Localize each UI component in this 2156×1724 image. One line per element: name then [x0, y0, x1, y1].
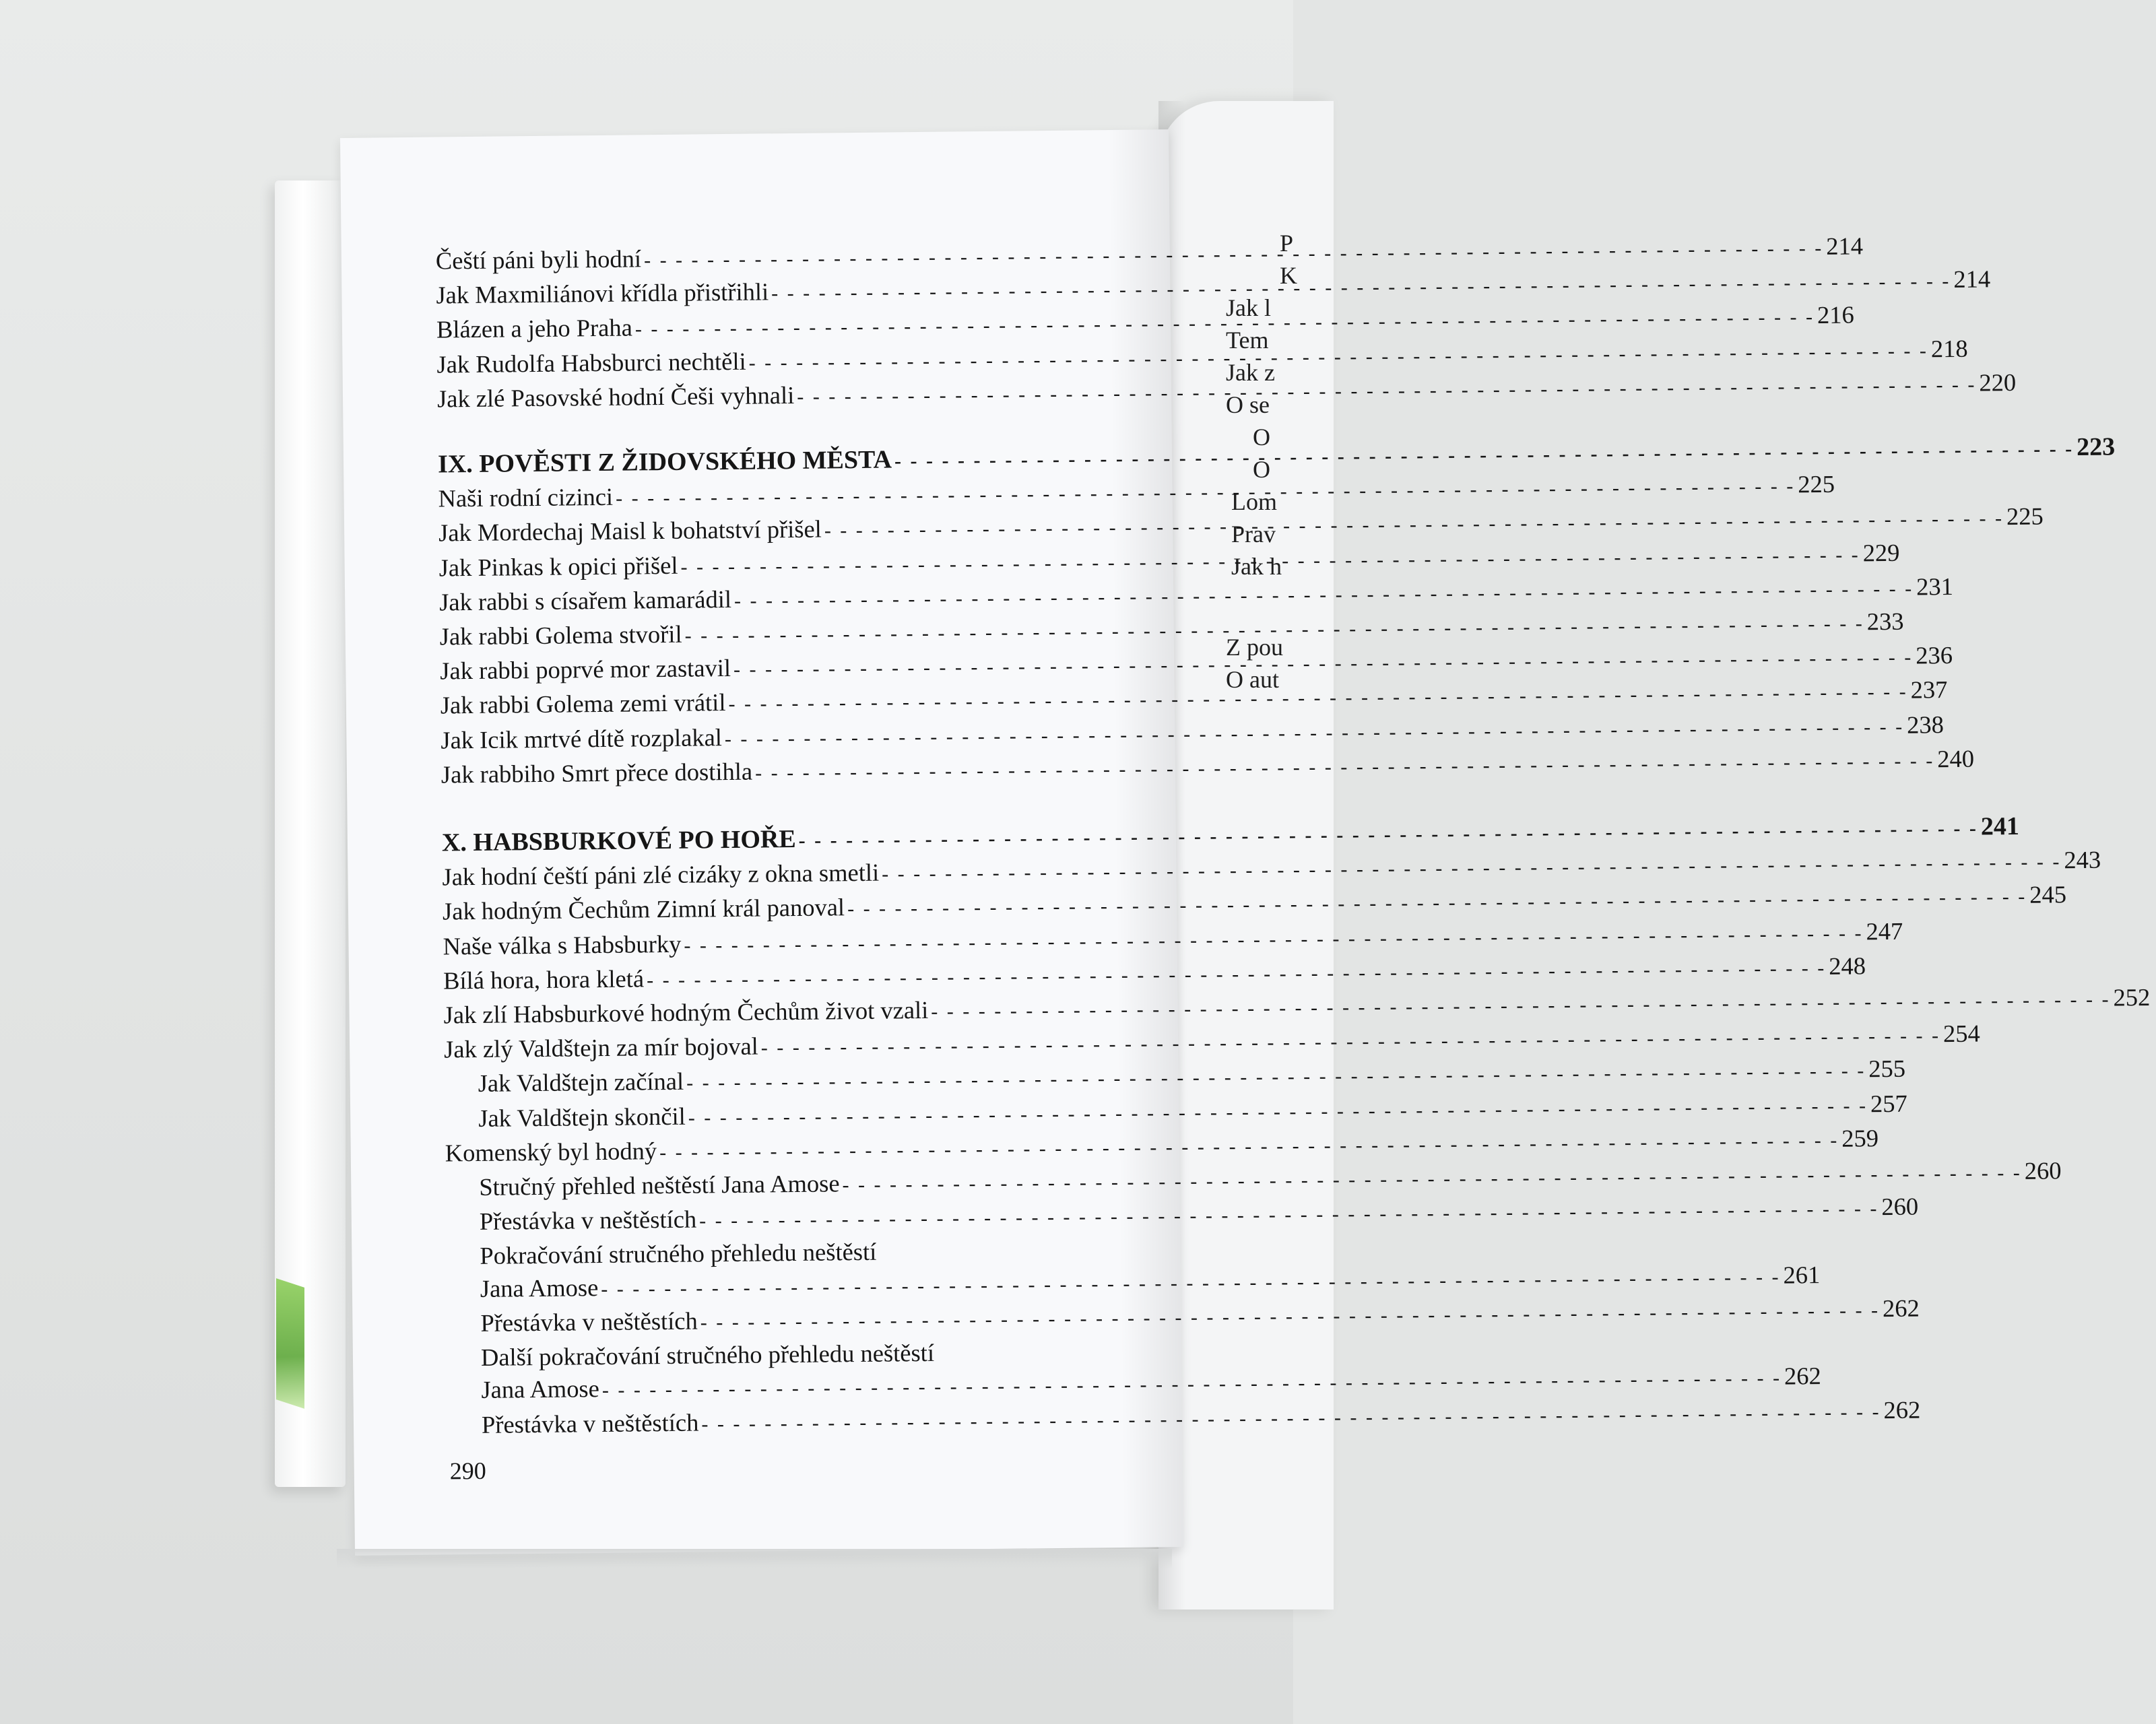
toc-entry-title: Naše válka s Habsburky	[443, 929, 682, 960]
facing-line: O aut	[1226, 666, 1279, 693]
chapter-page: 241	[1980, 811, 2020, 841]
toc-entry-page: 252	[2113, 983, 2151, 1012]
toc-entry-page: 236	[1916, 641, 1953, 669]
toc-entry-page: 243	[2064, 845, 2101, 874]
toc-entry-title: Jak rabbi Golema stvořil	[439, 620, 682, 651]
toc-entry-title: Jak Maxmiliánovi křídla přistřihli	[436, 277, 769, 309]
toc-subentry	[445, 1156, 2062, 1205]
toc-entry-page: 233	[1866, 607, 1904, 636]
toc-entry-title: Jak hodným Čechům Zimní král panoval	[442, 893, 845, 925]
chapter-heading	[441, 811, 2020, 861]
toc-entry-title: Pokračování stručného přehledu neštěstí	[480, 1238, 877, 1270]
toc-entry	[440, 710, 1945, 758]
facing-line: Jak z	[1226, 359, 1275, 386]
facing-line: Prav	[1231, 521, 1276, 548]
toc-entry-page: 257	[1870, 1089, 1907, 1117]
toc-entry-page: 262	[1883, 1395, 1921, 1424]
toc-entry-page: 214	[1826, 232, 1864, 260]
chapter-title: IX. POVĚSTI Z ŽIDOVSKÉHO MĚSTA	[437, 445, 892, 479]
toc-entry-title: Jak rabbi poprvé mor zastavil	[440, 654, 731, 685]
toc-entry-page: 260	[2024, 1156, 2062, 1185]
toc-entry-title: Čeští páni byli hodní	[435, 244, 642, 275]
toc-entry-page: 245	[2029, 880, 2067, 909]
page-bottom-shadow	[337, 1549, 1172, 1569]
toc-entry-title: Jak hodní čeští páni zlé cizáky z okna smetli	[442, 858, 880, 891]
toc-entry-title: Jak Pinkas k opici přišel	[438, 551, 678, 582]
chapter-page: 223	[2076, 432, 2116, 462]
toc-entry	[442, 880, 2067, 930]
toc-entry-title: Jana Amose	[480, 1273, 599, 1302]
toc-entry-page: 237	[1910, 675, 1948, 704]
toc-entry-page: 225	[1798, 470, 1835, 498]
facing-line: P	[1280, 230, 1294, 257]
toc-entry-page: 218	[1930, 334, 1968, 362]
toc-subentry	[445, 1089, 1907, 1137]
toc-subentry	[444, 1055, 1906, 1102]
facing-line: O	[1253, 456, 1270, 483]
toc-entry-page: 262	[1882, 1294, 1920, 1323]
toc-entry-page: 238	[1906, 710, 1945, 739]
toc-entry-page: 247	[1866, 917, 1903, 945]
toc-entry-page: 216	[1817, 300, 1854, 329]
toc-entry-title: Přestávka v neštěstích	[480, 1306, 698, 1337]
toc-entry-title: Stručný přehled neštěstí Jana Amose	[479, 1169, 840, 1201]
toc-entry-title: Přestávka v neštěstích	[479, 1205, 697, 1236]
toc-entry	[443, 917, 1903, 964]
toc-entry-page: 225	[2006, 502, 2044, 531]
facing-line: O se	[1226, 391, 1270, 418]
chapter-title: X. HABSBURKOVÉ PO HOŘE	[441, 825, 796, 857]
toc-entry-title: Jak Mordechaj Maisl k bohatství přišel	[438, 515, 822, 547]
facing-line: Tem	[1226, 327, 1269, 354]
facing-line: Jak h	[1231, 553, 1282, 580]
facing-line: Lom	[1231, 488, 1277, 515]
toc-entry	[439, 572, 1954, 620]
toc-entry-title: Blázen a jeho Praha	[436, 313, 633, 343]
toc-entry-page: 261	[1783, 1260, 1821, 1289]
toc-entry-title: Jak Valdštejn skončil	[478, 1102, 686, 1132]
toc-entry-title: Přestávka v neštěstích	[481, 1408, 699, 1438]
chapter-heading	[437, 432, 2116, 482]
toc-entry-title: Jak rabbi s císařem kamarádil	[439, 585, 732, 616]
toc-entry-title: Jak Icik mrtvé dítě rozplakal	[440, 723, 723, 754]
toc-entry-title: Bílá hora, hora kletá	[443, 964, 645, 995]
toc-entry-title: Jak rabbiho Smrt přece dostihla	[440, 757, 753, 789]
toc-entry-title: Jak zlé Pasovské hodní Češi vyhnali	[436, 380, 795, 413]
toc-entry	[440, 744, 1975, 793]
toc-entry-title: Další pokračování stručného přehledu neštěstí	[480, 1338, 935, 1372]
toc-subentry	[447, 1260, 1821, 1307]
facing-line: Z pou	[1226, 634, 1283, 661]
toc-entry-page: 255	[1868, 1055, 1906, 1083]
toc-entry-page: 259	[1841, 1124, 1879, 1152]
toc-entry	[443, 1019, 1980, 1068]
facing-line: O	[1253, 424, 1270, 451]
toc-subentry	[446, 1192, 1919, 1240]
cover-green-strip	[276, 1278, 304, 1409]
toc-entry	[435, 232, 1864, 279]
toc-entry	[443, 952, 1866, 999]
toc-entry-page: 254	[1942, 1019, 1980, 1048]
toc-entry-title: Jak Rudolfa Habsburci nechtěli	[436, 347, 746, 378]
toc-entry-page: 214	[1953, 265, 1991, 294]
toc-entry-title: Jak zlý Valdštejn za mír bojoval	[443, 1032, 758, 1063]
toc-entry-page: 220	[1979, 368, 2017, 397]
toc-entry	[445, 1124, 1879, 1171]
toc-entry-page: 262	[1784, 1362, 1821, 1390]
toc-entry	[443, 983, 2151, 1033]
toc-entry-title: Jak zlí Habsburkové hodným Čechům život vzali	[443, 995, 929, 1029]
toc-entry-title: Komenský byl hodný	[445, 1137, 657, 1167]
facing-line: Jak l	[1226, 294, 1271, 321]
toc-subentry	[447, 1362, 1821, 1409]
toc-entry-title: Jak rabbi Golema zemi vrátil	[440, 688, 726, 719]
page-number: 290	[449, 1457, 486, 1485]
toc-subentry	[447, 1294, 1920, 1341]
toc-subentry	[448, 1395, 1921, 1443]
toc-entry-page: 240	[1937, 744, 1975, 773]
toc-entry-page: 260	[1881, 1192, 1919, 1221]
facing-line: K	[1280, 262, 1297, 289]
toc-entry-title: Jana Amose	[481, 1374, 600, 1404]
toc-entry-page: 231	[1916, 572, 1954, 601]
toc-entry-page: 248	[1829, 952, 1866, 980]
toc-entry-title: Jak Valdštejn začínal	[478, 1067, 684, 1098]
toc-entry-page: 229	[1862, 538, 1900, 566]
toc-entry-title: Naši rodní cizinci	[438, 483, 614, 512]
